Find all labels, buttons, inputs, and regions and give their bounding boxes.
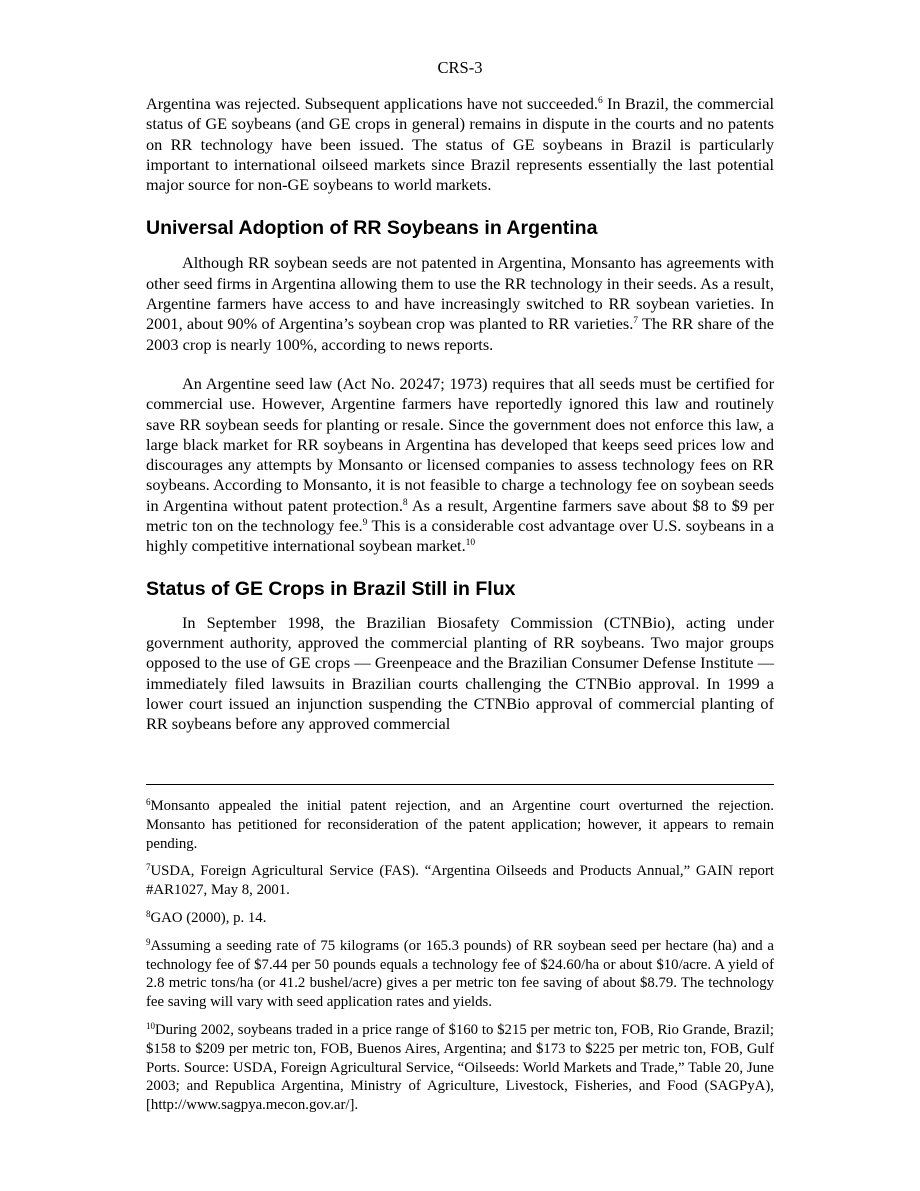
main-text bbox=[146, 94, 774, 734]
section-heading-argentina: Universal Adoption of RR Soybeans in Argentina bbox=[146, 217, 598, 240]
footnote-ref-6: 6 bbox=[597, 96, 603, 106]
brazil-paragraph-1: In September 1998, the Brazilian Biosafety Commission (CTNBio), acting under government authority, approved the commercial planting of RR soybeans. Two major groups opposed to the use of GE crops — Greenpeace and the Brazilian Consumer Defense Institute — immediately filed lawsuits in Brazilian courts challenging the CTNBio approval. In 1999 a lower court issued an injunction suspending the CTNBio approval of commercial planting of RR soybeans before any approved commercial bbox=[146, 612, 774, 734]
footnote-6: $^6$Monsanto appealed the initial patent rejection, and an Argentine court overturned the rejection. Monsanto has petitioned for reconsideration of the patent application; however, it appears to remain pending. bbox=[146, 797, 774, 852]
footnote-7: $^7$USDA, Foreign Agricultural Service (FAS). “Argentina Oilseeds and Products Annual,” GAIN report #AR1027, May 8, 2001. bbox=[146, 862, 774, 899]
footnote-10: $^{10}$During 2002, soybeans traded in a price range of $160 to $215 per metric ton, FOB, Rio Grande, Brazil; $158 to $209 per metric ton, FOB, Buenos Aires, Argentina; and $173 to $225 per metric ton, FOB, Gulf Ports. Source: USDA, Foreign Agricultural Service, “Oilseeds: World Markets and Trade,” Table 20, June 2003; and Republica Argentina, Ministry of Agriculture, Livestock, Fisheries, and Food (SAGPyA), [http://www.sagpya.mecon.gov.ar/]. bbox=[146, 1020, 774, 1114]
footnote-9: $^9$Assuming a seeding rate of 75 kilograms (or 165.3 pounds) of RR soybean seed per hectare (ha) and a technology fee of $7.44 per 50 pounds equals a technology fee of $24.60/ha or about $10/acre. A yield of 2.8 metric tons/ha (or 41.2 bushel/acre) gives a per metric ton fee saving of about $8.79. The technology fee saving will vary with seed application rates and yields. bbox=[146, 936, 774, 1011]
footnote-ref-8: 8 bbox=[402, 497, 408, 508]
footnote-ref-7: 7 bbox=[633, 316, 639, 327]
argentina-paragraph-1: Although RR soybean seeds are not patented in Argentina, Monsanto has agreements with other seed firms in Argentina allowing them to use the RR technology in their seeds. As a result, Argentine farmers have access to and have increasingly switched to RR soybean varieties. In 2001, about 90% of Argentina’s soybean crop was planted to RR varieties.$^7$ The RR share of the 2003 crop is nearly 100%, according to news reports. bbox=[146, 253, 774, 354]
intro-paragraph: Argentina was rejected. Subsequent applications have not succeeded.$^6$ In Brazil, the commercial status of GE soybeans (and GE crops in general) remains in dispute in the courts and no patents on RR technology have been issued. The status of GE soybeans in Brazil is particularly important to international oilseed markets since Brazil represents essentially the last potential major source for non-GE soybeans to world markets. bbox=[146, 94, 774, 195]
argentina-paragraph-2: An Argentine seed law (Act No. 20247; 1973) requires that all seeds must be certified for commercial use. However, Argentine farmers have reportedly ignored this law and routinely save RR soybean seeds for planting or resale. Since the government does not enforce this law, a large black market for RR soybeans in Argentina has developed that keeps seed prices low and discourages any attempts by Monsanto or licensed companies to assess technology fees on RR soybeans. According to Monsanto, it is not feasible to charge a technology fee on soybean seeds in Argentina without patent protection.$^8$ As a result, Argentine farmers save about $8 to $9 per metric ton on the technology fee.$^9$ This is a considerable cost advantage over U.S. soybeans in a highly competitive international soybean market.$^{10}$ bbox=[146, 373, 774, 556]
footnote-ref-10: 10 bbox=[465, 538, 476, 549]
footnotes bbox=[146, 797, 774, 1124]
footnote-separator bbox=[146, 784, 774, 785]
page-number: CRS-3 bbox=[437, 58, 483, 77]
footnote-ref-9: 9 bbox=[362, 518, 368, 529]
section-heading-brazil: Status of GE Crops in Brazil Still in Flux bbox=[146, 577, 516, 600]
footnote-8: $^8$GAO (2000), p. 14. bbox=[146, 908, 267, 926]
